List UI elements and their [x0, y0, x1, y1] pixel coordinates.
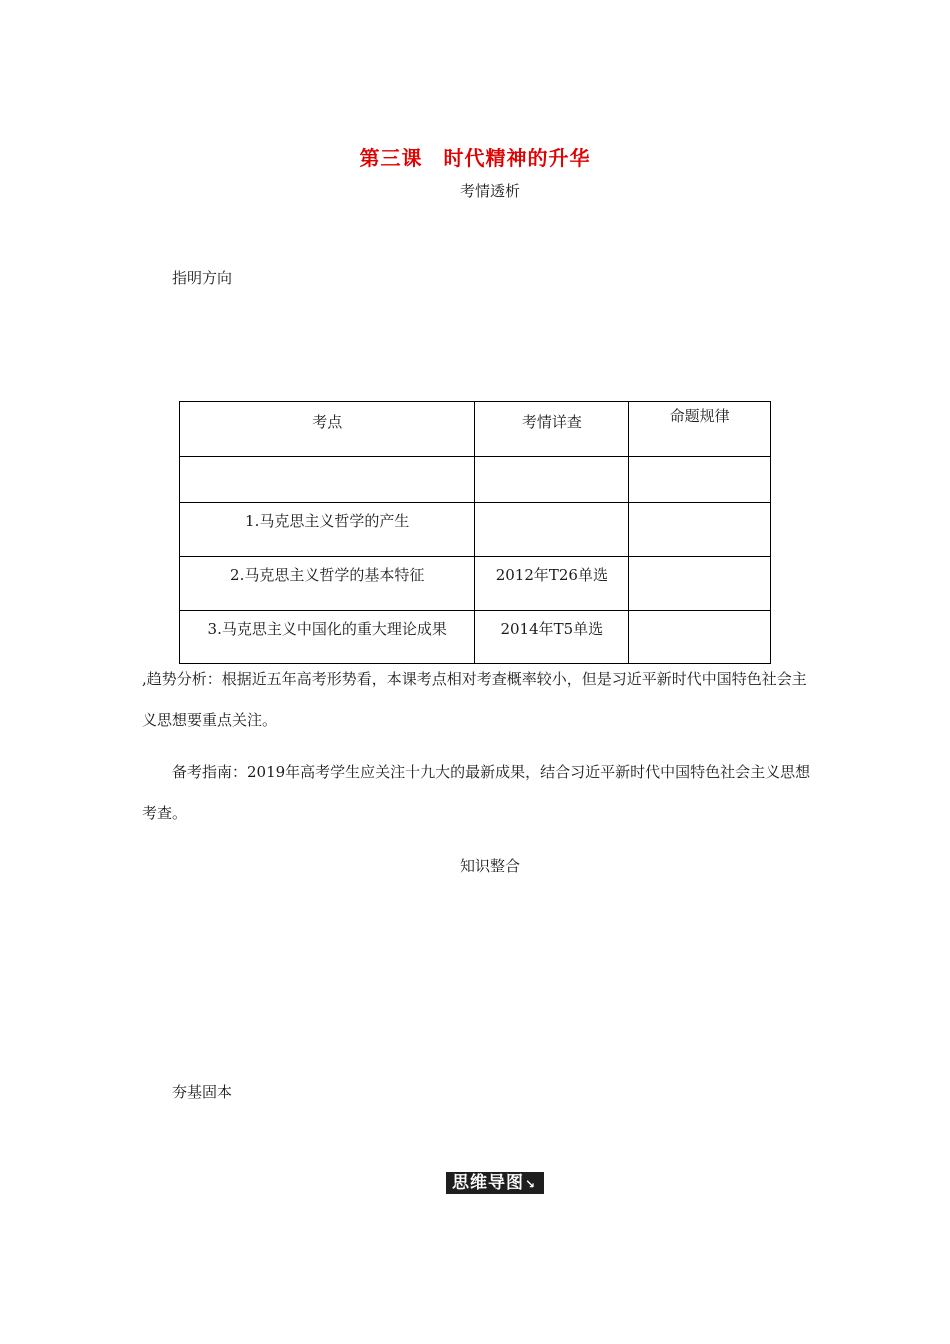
- table-row: [180, 557, 771, 611]
- table-cell: [475, 503, 629, 557]
- table-cell: [629, 457, 771, 503]
- table-header-cell: 考点: [180, 402, 475, 457]
- page-title: 第三课 时代精神的升华: [359, 146, 591, 170]
- section-heading-direction: 指明方向: [172, 269, 233, 287]
- table-cell: [629, 557, 771, 611]
- table-cell: 1.马克思主义哲学的产生: [180, 503, 475, 557]
- table-row: [180, 457, 771, 503]
- exam-guide-paragraph: 备考指南：2019年高考学生应关注十九大的最新成果，结合习近平新时代中国特色社会主义思想考查。: [142, 763, 811, 822]
- table-header-cell: 考情详查: [475, 402, 629, 457]
- table-cell: [475, 457, 629, 503]
- section-heading-knowledge: 知识整合: [459, 857, 520, 875]
- table-header-row: [180, 402, 771, 457]
- trend-analysis-paragraph: ,趋势分析：根据近五年高考形势看，本课考点相对考查概率较小，但是习近平新时代中国特色社会主义思想要重点关注。: [142, 670, 807, 729]
- table-header-cell: 命题规律: [629, 402, 771, 457]
- table-cell: [629, 503, 771, 557]
- exam-points-table: [179, 401, 771, 664]
- table-cell: 2.马克思主义哲学的基本特征: [180, 557, 475, 611]
- table-row: [180, 503, 771, 557]
- arrow-down-right-icon: ↘: [525, 1177, 537, 1191]
- table-cell: 2014年T5单选: [475, 611, 629, 664]
- table-row: [180, 611, 771, 664]
- mindmap-label: 思维导图: [452, 1173, 524, 1193]
- mindmap-label-badge: [446, 1172, 544, 1194]
- table-cell: 3.马克思主义中国化的重大理论成果: [180, 611, 475, 664]
- section-subtitle: 考情透析: [459, 182, 520, 200]
- table-cell: 2012年T26单选: [475, 557, 629, 611]
- section-heading-base: 夯基固本: [172, 1083, 233, 1101]
- table-cell: [180, 457, 475, 503]
- table-cell: [629, 611, 771, 664]
